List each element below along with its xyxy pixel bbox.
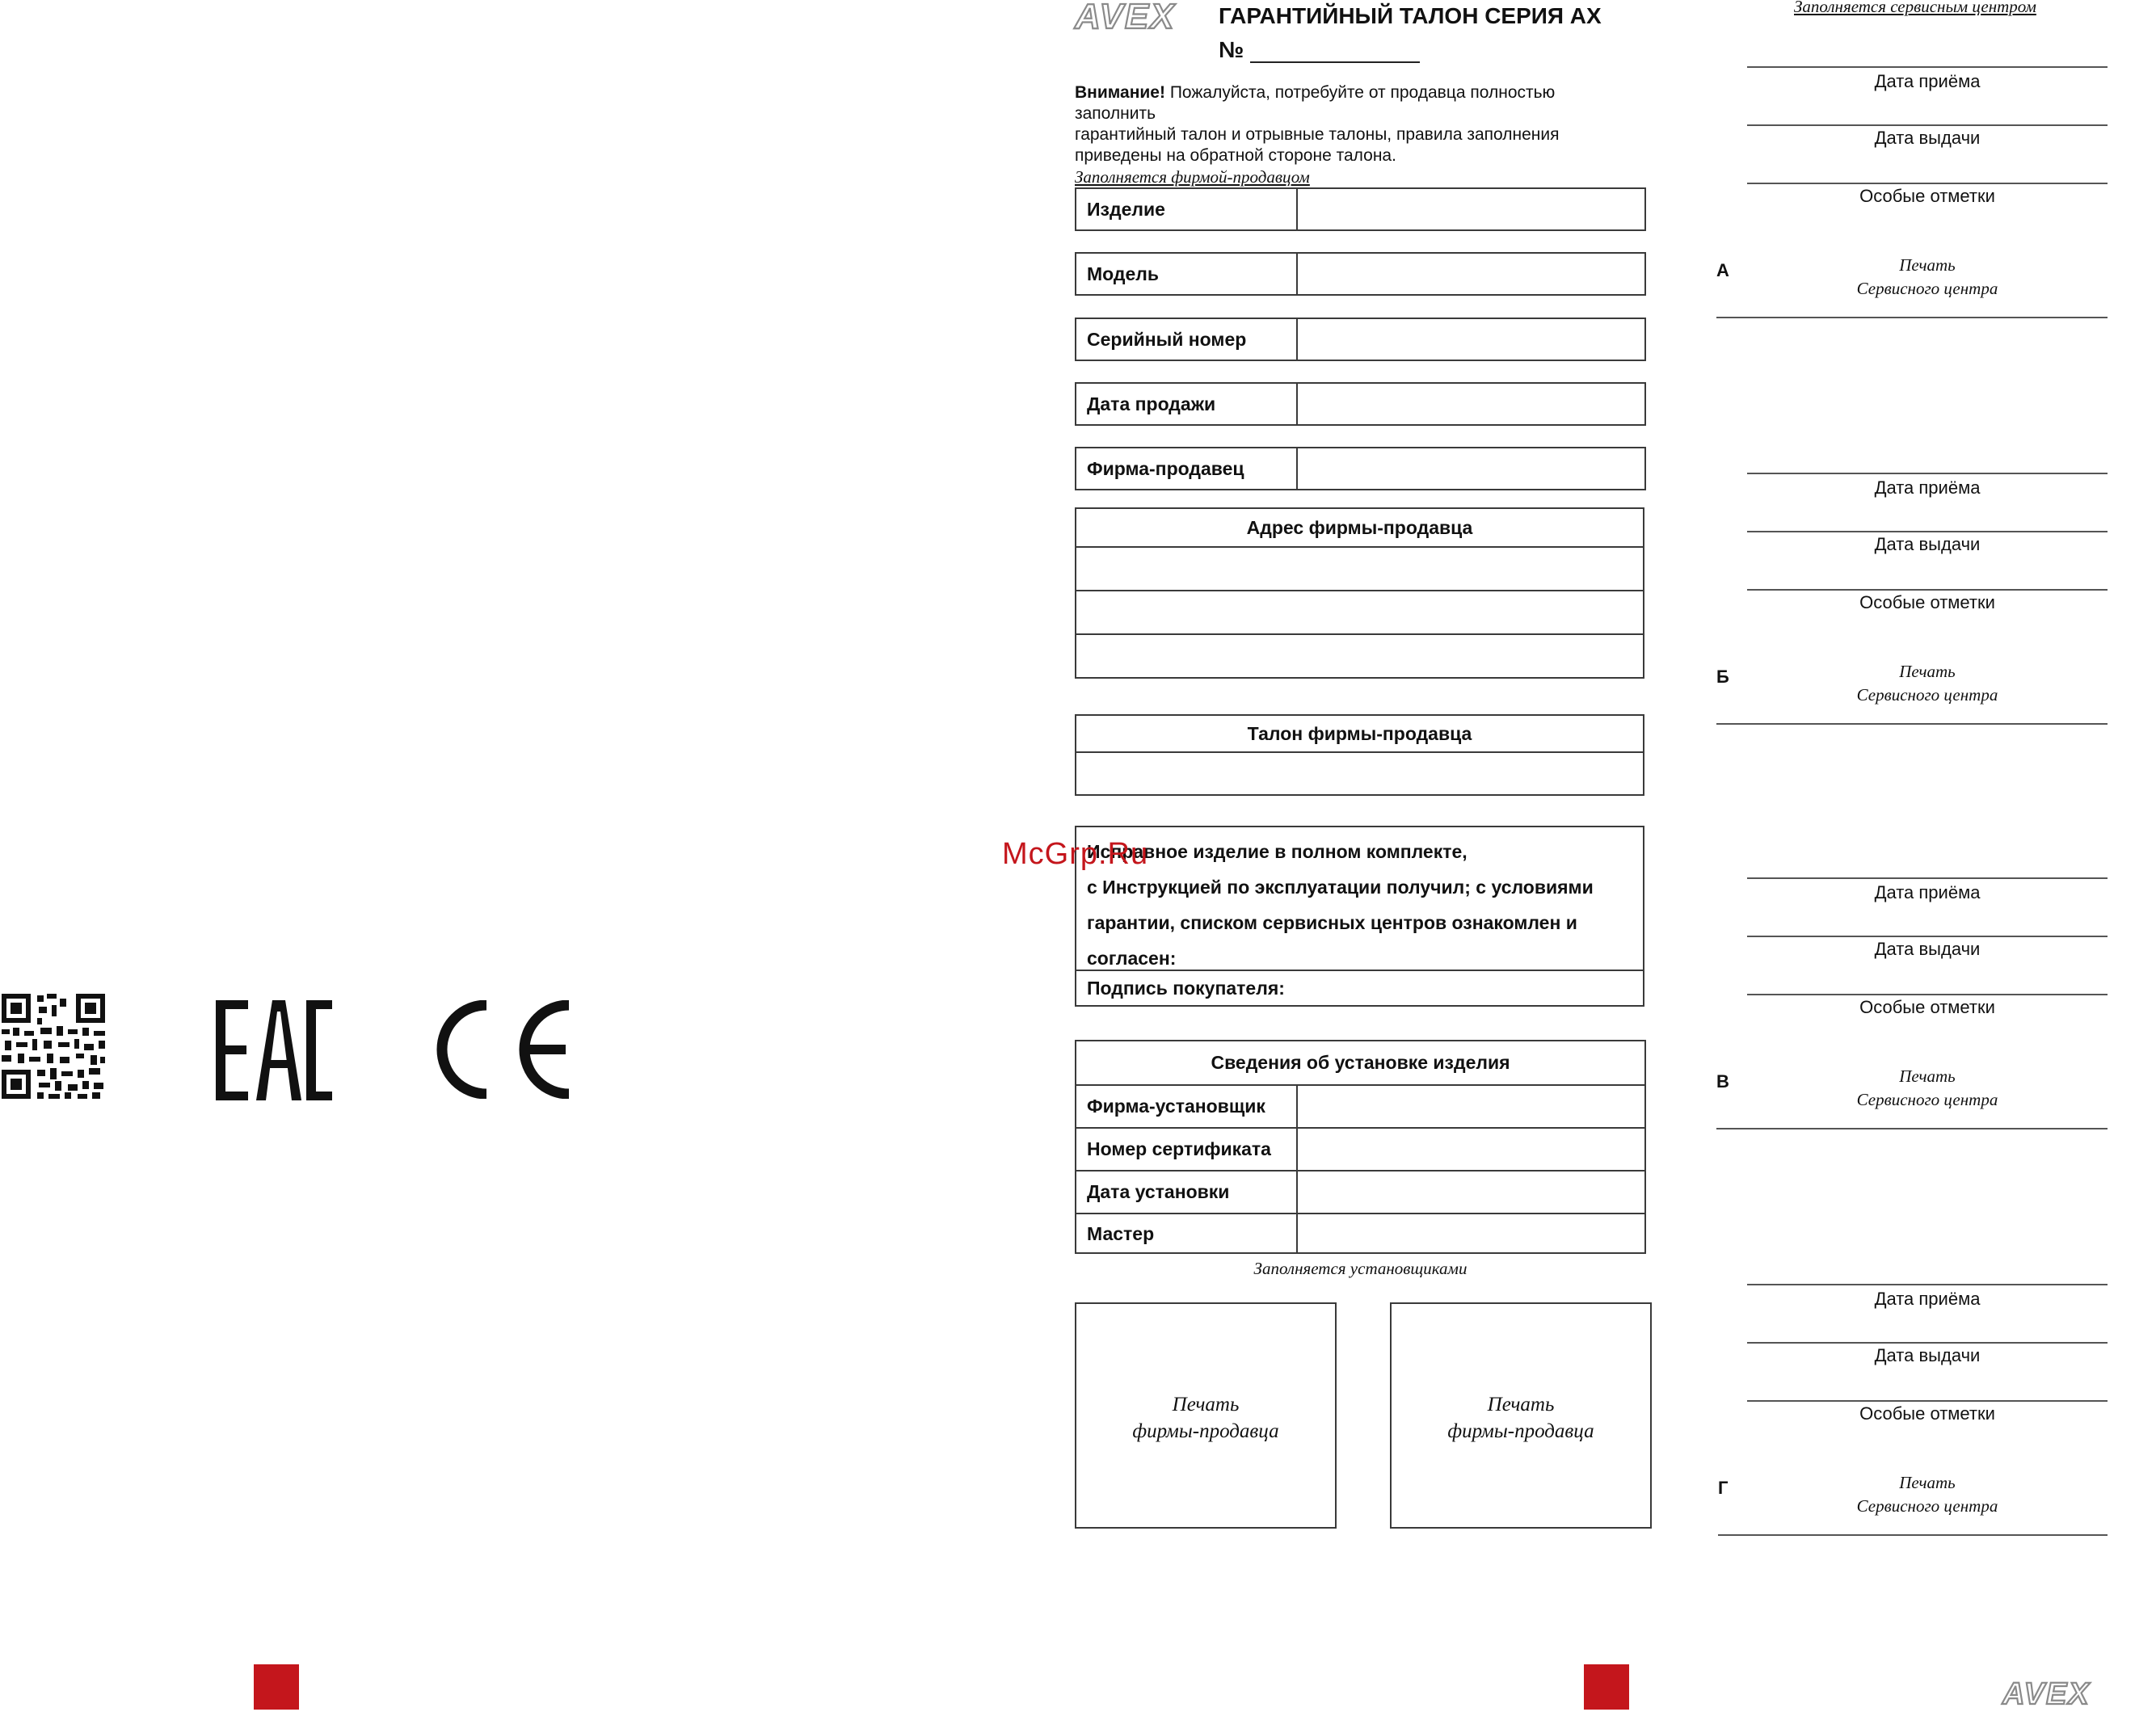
field-label: Изделие (1087, 198, 1165, 220)
install-row-label: Номер сертификата (1087, 1138, 1271, 1159)
coupon-letter: Б (1716, 667, 1729, 687)
stamp-line: Печать (1487, 1394, 1555, 1415)
stamp-line: Печать (1899, 662, 1956, 681)
acceptance-box (1075, 826, 1644, 1007)
issued-date-label: Дата выдачи (1874, 128, 1981, 148)
notice-line: приведены на обратной стороне талона. (1075, 146, 1396, 165)
field-label: Модель (1087, 263, 1160, 284)
coupon-letter: А (1716, 260, 1729, 280)
seller-stamp-box (1390, 1302, 1652, 1529)
notes-label: Особые отметки (1859, 997, 1995, 1017)
seller-coupon-box (1075, 714, 1644, 796)
address-title: Адрес фирмы-продавца (1246, 516, 1473, 538)
stamp-line: Печать (1899, 255, 1956, 275)
stamp-line: Печать (1899, 1473, 1956, 1492)
coupon-title: Талон фирмы-продавца (1247, 722, 1472, 744)
service-coupon-c (1713, 811, 2109, 1134)
issued-date-label: Дата выдачи (1874, 1345, 1981, 1365)
service-coupon-d (1713, 1218, 2109, 1541)
service-fill-note: Заполняется сервисным центром (1794, 0, 2036, 16)
received-date-label: Дата приёма (1874, 71, 1981, 91)
issued-date-label: Дата выдачи (1874, 939, 1981, 959)
serial-number-field (1219, 37, 1420, 63)
seller-address-box (1075, 507, 1644, 679)
seller-fill-note: Заполняется фирмой-продавцом (1075, 167, 1310, 187)
stamp-line: Печать (1899, 1066, 1956, 1086)
buyer-signature-label: Подпись покупателя: (1087, 977, 1285, 999)
service-coupon-b (1713, 406, 2109, 730)
eac-mark (216, 1000, 332, 1100)
coupon-letter: Г (1718, 1478, 1729, 1498)
ce-mark (436, 1000, 572, 1099)
avex-logo-footer: AVEX (2002, 1677, 2091, 1711)
notes-label: Особые отметки (1859, 186, 1995, 206)
notice (1075, 82, 1640, 187)
acceptance-line: Исправное изделие в полном комплекте, (1087, 841, 1468, 862)
coupon-letter: В (1716, 1071, 1729, 1092)
notice-line: гарантийный талон и отрывные талоны, правила заполнения (1075, 125, 1560, 144)
received-date-label: Дата приёма (1874, 477, 1981, 498)
acceptance-line: согласен: (1087, 948, 1177, 969)
acceptance-line: гарантии, списком сервисных центров ознакомлен и (1087, 912, 1577, 933)
installer-note: Заполняется установщиками (1253, 1259, 1468, 1278)
field-label: Серийный номер (1087, 328, 1247, 350)
field-model (1075, 252, 1646, 296)
number-label: № (1219, 37, 1244, 62)
field-label: Дата продажи (1087, 393, 1216, 414)
stamp-line: Сервисного центра (1856, 279, 1998, 298)
notice-line: Пожалуйста, потребуйте от продавца полностью заполнить (1075, 83, 1556, 123)
avex-logo: AVEX (1075, 0, 1176, 36)
service-coupon-a (1713, 0, 2109, 323)
stamp-line: Сервисного центра (1856, 1090, 1998, 1109)
received-date-label: Дата приёма (1874, 882, 1981, 902)
stamp-line: фирмы-продавца (1132, 1420, 1279, 1442)
watermark: McGrp.Ru (1002, 837, 1149, 871)
page-marker-right (1584, 1664, 1629, 1710)
received-date-label: Дата приёма (1874, 1289, 1981, 1309)
notes-label: Особые отметки (1859, 592, 1995, 612)
stamp-line: фирмы-продавца (1447, 1420, 1594, 1442)
field-serial (1075, 318, 1646, 361)
stamp-line: Сервисного центра (1856, 1496, 1998, 1516)
number-blank-line (1250, 39, 1420, 63)
acceptance-line: с Инструкцией по эксплуатации получил; с условиями (1087, 877, 1594, 898)
notice-bold: Внимание! (1075, 83, 1165, 102)
install-row-label: Фирма-установщик (1087, 1096, 1265, 1117)
page-title: ГАРАНТИЙНЫЙ ТАЛОН СЕРИЯ АХ (1219, 3, 1602, 28)
page-marker-left (254, 1664, 299, 1710)
notes-label: Особые отметки (1859, 1403, 1995, 1424)
installation-box (1075, 1040, 1646, 1254)
install-title: Сведения об установке изделия (1211, 1052, 1510, 1073)
issued-date-label: Дата выдачи (1874, 534, 1981, 554)
field-sale-date (1075, 382, 1646, 426)
stamp-line: Печать (1172, 1394, 1240, 1415)
install-row-label: Дата установки (1087, 1181, 1230, 1202)
seller-stamp-box (1075, 1302, 1337, 1529)
field-label: Фирма-продавец (1087, 457, 1244, 479)
stamp-line: Сервисного центра (1856, 685, 1998, 705)
field-seller (1075, 447, 1646, 490)
qr-code (0, 992, 107, 1100)
field-product (1075, 187, 1646, 231)
install-row-label: Мастер (1087, 1223, 1155, 1244)
